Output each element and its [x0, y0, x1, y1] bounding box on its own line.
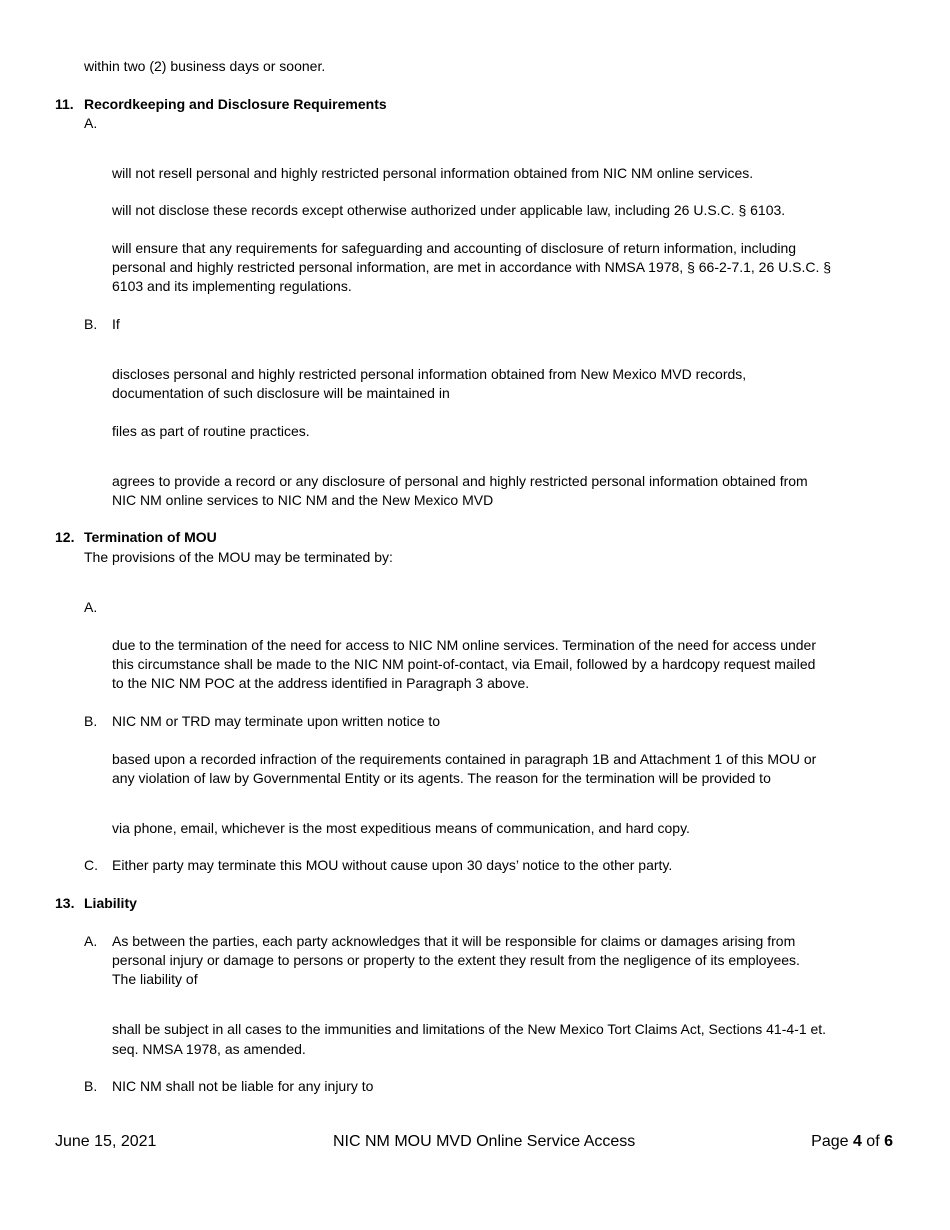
section-12-b-text: NIC NM or TRD may terminate upon written notice to [112, 713, 441, 729]
section-12-intro: The provisions of the MOU may be terminated by: [84, 549, 393, 565]
intro-text: within two (2) business days or sooner. [84, 58, 326, 74]
section-12-a-line2: this circumstance shall be made to the NIC NM point-of-contact, via Email, followed by a hardcopy request mailed [112, 656, 816, 672]
section-12-a-line3: to the NIC NM POC at the address identified in Paragraph 3 above. [112, 675, 530, 691]
section-11-b3-line1: agrees to provide a record or any disclosure of personal and highly restricted personal information obtained from [112, 473, 808, 489]
section-11-b3-line2: NIC NM online services to NIC NM and the New Mexico MVD [112, 492, 494, 508]
section-12-title: Termination of MOU [84, 529, 217, 545]
section-11-a3-line1: will ensure that any requirements for safeguarding and accounting of disclosure of return information, including [112, 240, 797, 256]
footer-page-current: 4 [852, 1133, 862, 1150]
section-11-a1: will not resell personal and highly restricted personal information obtained from NIC NM online services. [112, 165, 754, 181]
section-12-a-line1: due to the termination of the need for access to NIC NM online services. Termination of the need for access under [112, 637, 817, 653]
section-13-title: Liability [84, 895, 137, 911]
section-13-a-line3: The liability of [112, 971, 198, 987]
section-13-a-line5: seq. NMSA 1978, as amended. [112, 1041, 306, 1057]
section-11-b1-line2: documentation of such disclosure will be maintained in [112, 385, 450, 401]
section-13-a-line2: personal injury or damage to persons or property to the extent they result from the negligence of its employees. [112, 952, 800, 968]
section-12-c-label: C. [84, 857, 98, 873]
section-13-a-line1: As between the parties, each party acknowledges that it will be responsible for claims or damages arising from [112, 933, 796, 949]
footer-page-number [811, 1131, 893, 1153]
section-11-b-label: B. [84, 316, 98, 332]
section-11-a-label: A. [84, 115, 98, 131]
section-13-number: 13. [55, 895, 75, 911]
section-13-b-label: B. [84, 1078, 98, 1094]
section-13-b-text: NIC NM shall not be liable for any injury to [112, 1078, 374, 1094]
section-11-a3-line3: 6103 and its implementing regulations. [112, 278, 352, 294]
section-12-a-label: A. [84, 599, 98, 615]
section-11-number: 11. [55, 96, 74, 112]
section-11-a2: will not disclose these records except otherwise authorized under applicable law, including 26 U.S.C. § 6103. [112, 202, 786, 218]
footer-date: June 15, 2021 [55, 1133, 157, 1150]
section-12-c-text: Either party may terminate this MOU without cause upon 30 days’ notice to the other party. [112, 857, 673, 873]
footer-title: NIC NM MOU MVD Online Service Access [333, 1133, 636, 1150]
footer-page-prefix: Page [811, 1133, 853, 1150]
section-11-b1-line1: discloses personal and highly restricted personal information obtained from New Mexico MVD records, [112, 366, 747, 382]
section-11-a3-line2: personal and highly restricted personal information, are met in accordance with NMSA 1978, § 66-2-7.1, 26 U.S.C. § [112, 259, 832, 275]
section-12-b-line2: any violation of law by Governmental Entity or its agents. The reason for the termination will be provided to [112, 770, 771, 786]
section-11-title: Recordkeeping and Disclosure Requirements [84, 96, 387, 112]
section-12-b-label: B. [84, 713, 98, 729]
section-12-b-line1: based upon a recorded infraction of the requirements contained in paragraph 1B and Attachment 1 of this MOU or [112, 751, 817, 767]
section-12-number: 12. [55, 529, 75, 545]
section-13-a-line4: shall be subject in all cases to the immunities and limitations of the New Mexico Tort Claims Act, Sections 41-4-1 et. [112, 1021, 827, 1037]
footer-page-of: of [861, 1133, 885, 1150]
section-13-a-label: A. [84, 933, 98, 949]
footer-page-total: 6 [884, 1133, 893, 1150]
section-11-b2: files as part of routine practices. [112, 423, 310, 439]
section-12-b-line3: via phone, email, whichever is the most expeditious means of communication, and hard copy. [112, 820, 690, 836]
section-11-b-if: If [112, 316, 120, 332]
